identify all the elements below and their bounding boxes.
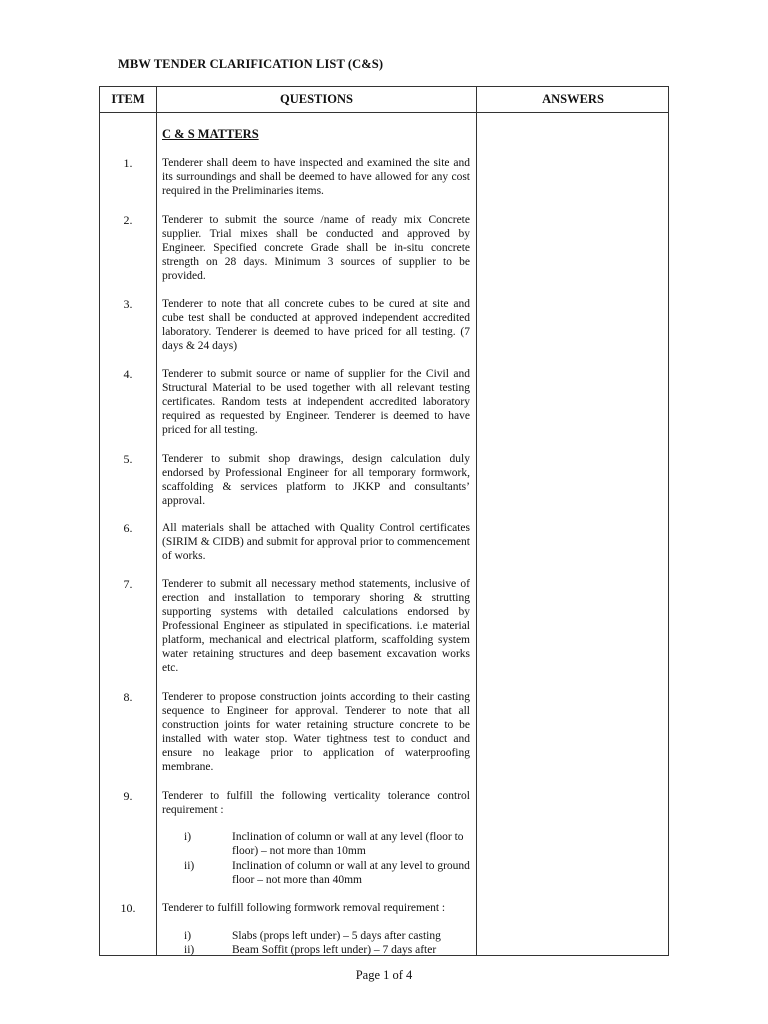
sub-item-number: ii) — [184, 944, 195, 956]
item-number: 7. — [123, 577, 133, 591]
item-question: All materials shall be attached with Quality Control certificates (SIRIM & CIDB) and submit for approval prior to commencement of works. — [162, 522, 470, 562]
item-question: Tenderer to submit the source /name of ready mix Concrete supplier. Trial mixes shall be conducted and approved by Engineer. Specified concrete Grade shall be in-situ concrete strength on 28 days. Minimum 3 sources of supplier to be provided. — [162, 214, 470, 282]
item-question: Tenderer shall deem to have inspected and examined the site and its surroundings and shall be deemed to have allowed for any cost required in the Preliminaries items. — [162, 157, 470, 197]
header-answers: ANSWERS — [542, 92, 604, 106]
sub-item-text: Inclination of column or wall at any level (floor to floor) – not more than 10mm — [232, 831, 464, 857]
sub-item-text: Inclination of column or wall at any level to ground floor – not more than 40mm — [232, 860, 470, 886]
item-number: 2. — [123, 213, 133, 227]
page-number: Page 1 of 4 — [355, 968, 413, 982]
document-title: MBW TENDER CLARIFICATION LIST (C&S) — [118, 57, 384, 71]
header-questions: QUESTIONS — [280, 92, 353, 106]
sub-item-text: Slabs (props left under) – 5 days after casting — [232, 930, 441, 942]
item-number: 9. — [123, 789, 133, 803]
item-number: 1. — [123, 156, 133, 170]
item-question: Tenderer to fulfill the following verticality tolerance control requirement : — [162, 790, 470, 816]
item-number: 4. — [123, 367, 133, 381]
column-divider-item — [156, 87, 157, 955]
item-question: Tenderer to note that all concrete cubes to be cured at site and cube test shall be conducted at approved independent accredited laboratory. Tenderer is deemed to have priced for all testing. (7 days & 24 days) — [162, 298, 470, 352]
item-number: 8. — [123, 690, 133, 704]
header-divider — [100, 112, 668, 113]
item-number: 10. — [120, 901, 136, 915]
item-question: Tenderer to submit shop drawings, design calculation duly endorsed by Professional Engineer for all temporary formwork, scaffolding & services platform to JKKP and consultants’ approval. — [162, 453, 470, 507]
item-number: 5. — [123, 452, 133, 466]
item-question: Tenderer to submit source or name of supplier for the Civil and Structural Material to be used together with all relevant testing certificates. Random tests at independent accredited laboratory required as requested by Engineer. Tenderer is deemed to have priced for all testing. — [162, 368, 470, 436]
sub-item-number: ii) — [184, 860, 195, 872]
item-question: Tenderer to propose construction joints according to their casting sequence to Engineer for approval. Tenderer to note that all construction joints for water retaining structure concrete to be installed with water stop. Water tightness test to conduct and ensure no leakage prior to application of waterproofing membrane. — [162, 691, 470, 773]
column-divider-questions — [476, 87, 477, 955]
item-question: Tenderer to fulfill following formwork removal requirement : — [162, 902, 446, 914]
item-question: Tenderer to submit all necessary method statements, inclusive of erection and installation to temporary shoring & strutting supporting systems with detailed calculations endorsed by Professional Engineer as stipulated in specifications. i.e material platform, mechanical and electrical platform, scaffolding system water retaining structures and deep basement excavation works etc. — [162, 578, 470, 674]
header-item: ITEM — [111, 92, 145, 106]
item-number: 3. — [123, 297, 133, 311]
section-title: C & S MATTERS — [162, 127, 259, 141]
sub-item-number: i) — [184, 831, 192, 843]
item-number: 6. — [123, 521, 133, 535]
sub-item-number: i) — [184, 930, 192, 942]
sub-item-text: Beam Soffit (props left under) – 7 days after — [232, 944, 437, 956]
clarification-table — [99, 86, 669, 956]
